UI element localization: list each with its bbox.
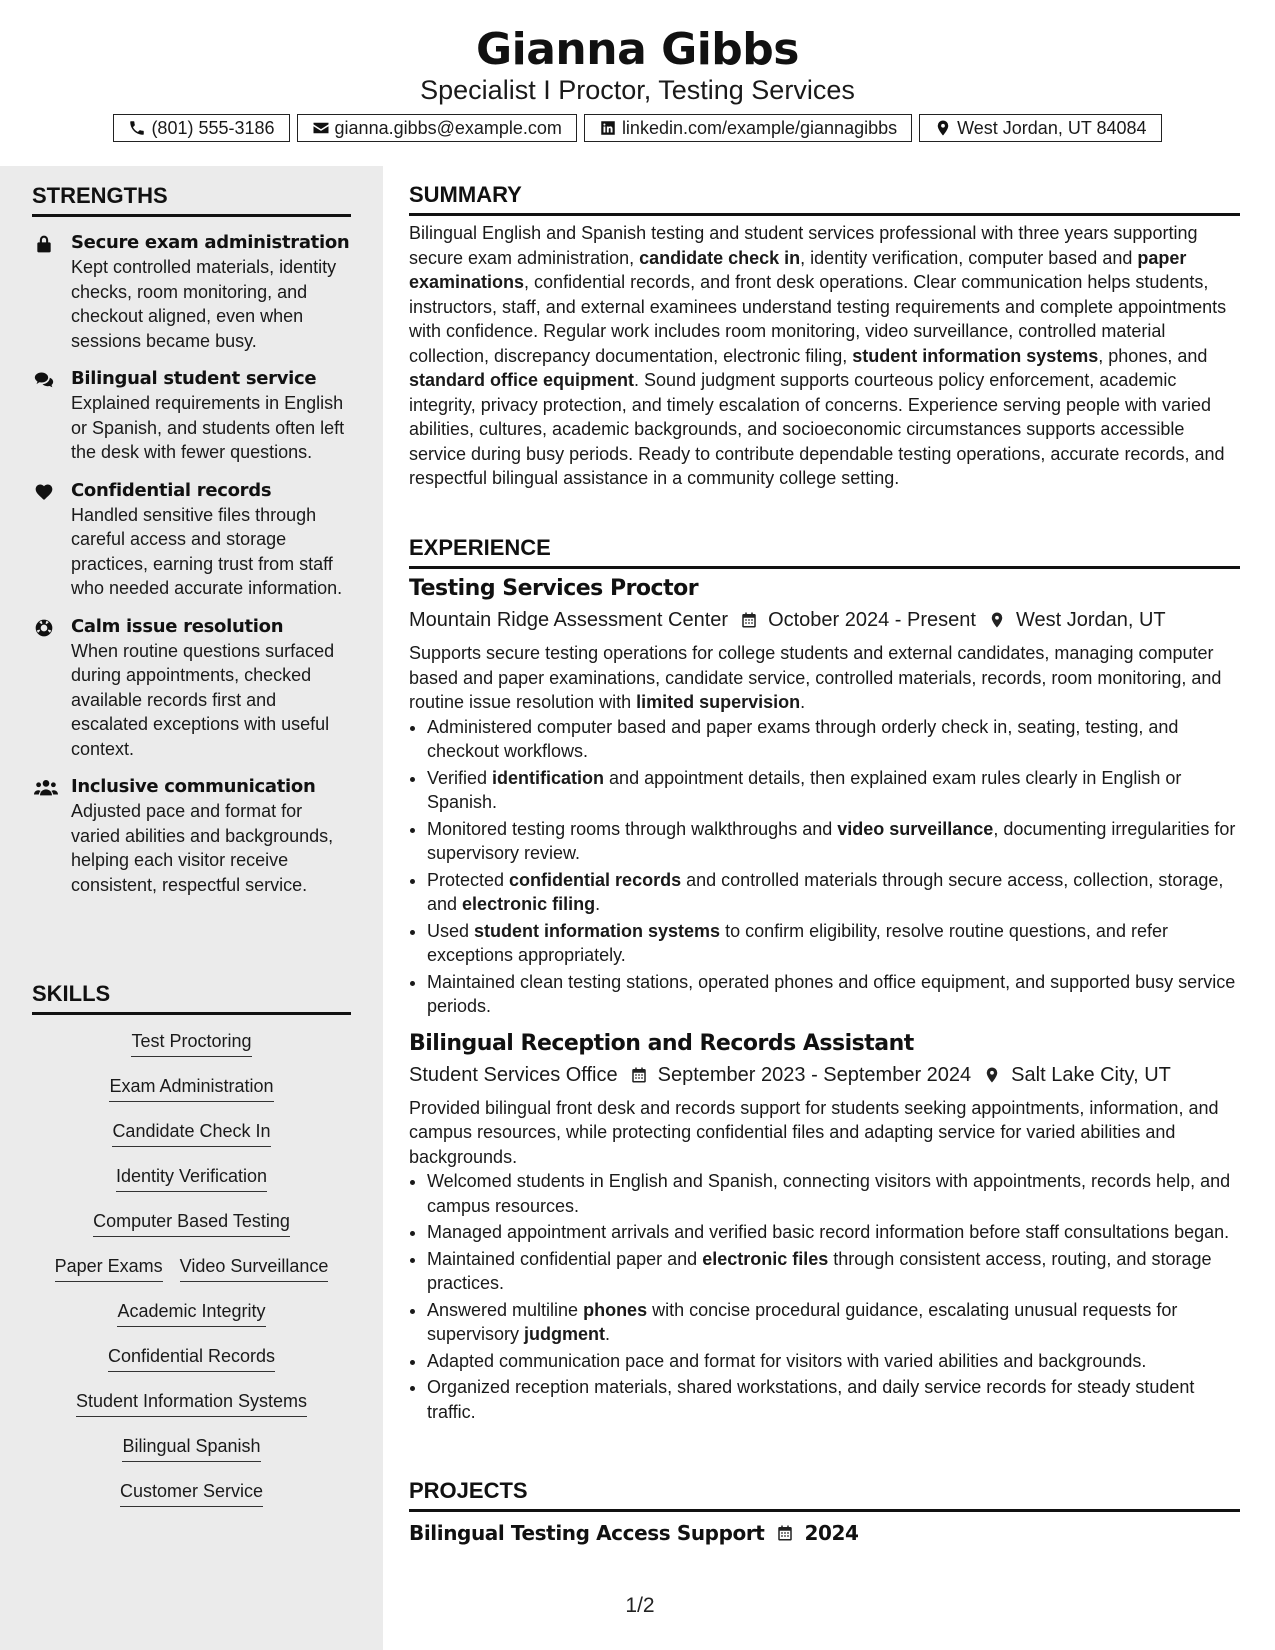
contact-location-text: West Jordan, UT 84084 <box>957 117 1147 138</box>
job-dates: October 2024 - Present <box>768 609 976 631</box>
envelope-icon <box>312 119 330 137</box>
contact-phone-text: (801) 555-3186 <box>151 117 275 138</box>
strength-desc: Adjusted pace and format for varied abilities and backgrounds, helping each visitor receive consistent, respectful service. <box>71 801 334 895</box>
bullet-item <box>427 919 1240 968</box>
jobs-list <box>409 574 1240 1424</box>
bullet-item <box>427 766 1240 815</box>
contact-email-text: gianna.gibbs@example.com <box>334 117 562 138</box>
strength-desc: When routine questions surfaced during appointments, checked available records first and escalated exceptions with useful context. <box>71 640 335 759</box>
text-run: , confidential records, and front desk operations. Clear communication helps students, instructors, staff, and external examinees understand testing requirements and complete appointments with confidence. Regular work includes room monitoring, video surveillance, controlled material collection, discrepancy documentation, electronic filing, <box>409 272 1227 366</box>
text-run: Provided bilingual front desk and records support for students seeking appointments, information, and campus resources, while protecting confidential files and adapting service for varied abilities and backgrounds. <box>409 1097 1219 1167</box>
life-ring-icon <box>34 618 54 638</box>
candidate-name: Gianna Gibbs <box>476 24 799 75</box>
strengths-section <box>32 182 351 897</box>
bullet-item <box>427 1349 1240 1374</box>
skill-tag: Academic Integrity <box>117 1299 265 1327</box>
comments-icon <box>34 370 54 390</box>
bold-text: standard office equipment <box>409 370 635 390</box>
bullet-item <box>427 817 1240 866</box>
job-dates: September 2023 - September 2024 <box>657 1063 972 1086</box>
linkedin-icon <box>599 119 617 137</box>
text-run: Monitored testing rooms through walkthroughs and <box>427 818 838 839</box>
bold-text: student information systems <box>852 345 1099 366</box>
strength-desc: Kept controlled materials, identity checks, room monitoring, and checkout aligned, even when sessions became busy. <box>71 257 337 351</box>
bullet-item <box>427 1298 1240 1347</box>
text-run: through consistent access, routing, and storage practices. <box>427 1248 1212 1293</box>
text-run: and controlled materials through secure access, collection, storage, and <box>427 869 1224 914</box>
job-bullets <box>409 715 1240 1019</box>
contact-email[interactable] <box>297 114 577 142</box>
skill-row <box>32 1299 351 1344</box>
project-entry <box>409 1518 1240 1548</box>
project-year: 2024 <box>804 1521 859 1545</box>
experience-heading: EXPERIENCE <box>409 534 1240 569</box>
text-run: Protected <box>427 869 510 890</box>
projects-heading: PROJECTS <box>409 1477 1240 1512</box>
experience-section <box>409 534 1240 1426</box>
text-run: and appointment details, then explained exam rules clearly in English or Spanish. <box>427 767 1182 812</box>
text-run: . <box>595 894 601 914</box>
skill-tag: Test Proctoring <box>131 1029 251 1057</box>
skill-row <box>32 1119 351 1164</box>
text-run: Administered computer based and paper exams through orderly check in, seating, testing, and checkout workflows. <box>427 716 1179 761</box>
resume-header <box>0 0 1275 165</box>
bold-text: identification <box>492 767 605 788</box>
skill-tag: Candidate Check In <box>112 1119 270 1147</box>
skills-list <box>32 1029 351 1524</box>
skill-row <box>32 1164 351 1209</box>
skill-tag: Bilingual Spanish <box>122 1434 260 1462</box>
job-location: West Jordan, UT <box>1015 609 1166 631</box>
strength-desc: Explained requirements in English or Spanish, and students often left the desk with fewer questions. <box>71 393 345 462</box>
bold-text: candidate check in <box>639 247 801 268</box>
skill-tag: Identity Verification <box>116 1164 267 1192</box>
text-run: Maintained clean testing stations, operated phones and office equipment, and supported busy service periods. <box>427 971 1236 1016</box>
strengths-heading: STRENGTHS <box>32 182 351 217</box>
job-entry <box>409 574 1240 1019</box>
strength-title: Bilingual student service <box>71 368 317 389</box>
text-run: , phones, and <box>1098 345 1208 366</box>
text-run: , documenting irregularities for supervisory review. <box>427 818 1236 863</box>
candidate-title: Specialist I Proctor, Testing Services <box>420 75 855 105</box>
skill-tag: Exam Administration <box>109 1074 273 1102</box>
contact-linkedin[interactable] <box>584 114 912 142</box>
contact-linkedin-text: linkedin.com/example/giannagibbs <box>621 117 898 138</box>
map-marker-icon <box>934 119 952 137</box>
strength-item <box>32 775 351 897</box>
summary-heading: SUMMARY <box>409 181 1240 216</box>
skill-row <box>32 1074 351 1119</box>
sidebar <box>0 166 383 1650</box>
text-run: Bilingual English and Spanish testing and student services professional with three years supporting secure exam administration, <box>409 223 1198 268</box>
bold-text: electronic files <box>702 1248 829 1269</box>
text-run: Supports secure testing operations for college students and external candidates, managing computer based and paper examinations, candidate service, controlled materials, records, room monitoring, and routine issue resolution with <box>409 643 1222 712</box>
calendar-icon <box>776 1524 794 1542</box>
lock-icon <box>34 234 54 254</box>
bold-text: judgment <box>524 1324 606 1344</box>
job-description <box>409 1096 1240 1170</box>
skills-section <box>32 980 351 1524</box>
skill-row <box>32 1209 351 1254</box>
text-run: . <box>800 692 806 712</box>
job-meta <box>409 605 1240 635</box>
bullet-item <box>427 970 1240 1019</box>
bold-text: electronic filing <box>462 894 596 914</box>
bold-text: video surveillance <box>837 818 994 839</box>
text-run: . <box>605 1324 611 1344</box>
job-organization: Student Services Office <box>409 1063 618 1086</box>
bullet-item <box>427 868 1240 917</box>
map-marker-icon <box>983 1066 1001 1084</box>
strength-title: Secure exam administration <box>71 232 350 253</box>
contact-location <box>919 114 1161 142</box>
skill-row <box>32 1434 351 1479</box>
skill-row <box>32 1344 351 1389</box>
text-run: Managed appointment arrivals and verified basic record information before staff consultations began. <box>427 1222 1230 1242</box>
bullet-item <box>427 1375 1240 1424</box>
job-description <box>409 641 1240 715</box>
text-run: Adapted communication pace and format for visitors with varied abilities and backgrounds. <box>427 1350 1147 1371</box>
job-location: Salt Lake City, UT <box>1011 1063 1171 1086</box>
bold-text: student information systems <box>474 920 721 941</box>
skill-tag: Video Surveillance <box>180 1254 329 1282</box>
skill-row <box>32 1254 351 1299</box>
skill-row <box>32 1029 351 1074</box>
skill-tag: Customer Service <box>120 1479 263 1507</box>
phone-icon <box>128 119 146 137</box>
strength-item <box>32 615 351 762</box>
bullet-item <box>427 1169 1240 1218</box>
bold-text: paper examinations <box>409 247 1187 292</box>
skill-row <box>32 1479 351 1524</box>
text-run: with concise procedural guidance, escalating unusual requests for supervisory <box>427 1299 1178 1344</box>
text-run: Organized reception materials, shared workstations, and daily service records for steady student traffic. <box>427 1377 1195 1422</box>
job-entry <box>409 1029 1240 1425</box>
bold-text: limited supervision <box>636 692 801 712</box>
skill-tag: Computer Based Testing <box>93 1209 290 1237</box>
text-run: to confirm eligibility, resolve routine questions, and refer exceptions appropriately. <box>427 920 1168 965</box>
page-number: 1/2 <box>625 1594 655 1617</box>
strength-item <box>32 367 351 465</box>
text-run: , identity verification, computer based and <box>800 247 1138 268</box>
job-title: Bilingual Reception and Records Assistant <box>409 1030 914 1056</box>
strength-item <box>32 479 351 601</box>
strength-title: Inclusive communication <box>71 776 316 797</box>
contact-phone[interactable] <box>113 114 289 142</box>
bullet-item <box>427 715 1240 764</box>
skill-tag: Confidential Records <box>108 1344 275 1372</box>
text-run: Verified <box>427 767 493 788</box>
text-run: . Sound judgment supports courteous policy enforcement, academic integrity, privacy protection, and timely escalation of concerns. Experience serving people with varied abilities, cultures, academic backgrounds, and socioeconomic circumstances supports accessible service during busy periods. Ready to contribute dependable testing operations, accurate records, and respectful bilingual assistance in a community college setting. <box>409 370 1225 488</box>
bold-text: confidential records <box>509 869 682 890</box>
summary-section <box>409 181 1240 491</box>
strength-desc: Handled sensitive files through careful access and storage practices, earning trust from staff who needed accurate information. <box>71 504 343 598</box>
job-bullets <box>409 1169 1240 1424</box>
calendar-icon <box>740 611 758 629</box>
job-title: Testing Services Proctor <box>409 576 699 601</box>
text-run: Answered multiline <box>427 1299 584 1320</box>
strength-title: Confidential records <box>71 479 272 501</box>
text-run: Maintained confidential paper and <box>427 1248 703 1269</box>
skill-tag: Student Information Systems <box>76 1389 307 1417</box>
bullet-item <box>427 1220 1240 1245</box>
projects-section <box>409 1477 1240 1548</box>
job-meta <box>409 1060 1240 1090</box>
strength-item <box>32 231 351 353</box>
map-marker-icon <box>988 611 1006 629</box>
project-name: Bilingual Testing Access Support <box>409 1521 765 1545</box>
job-organization: Mountain Ridge Assessment Center <box>409 609 729 631</box>
contact-bar <box>0 114 1275 142</box>
users-icon <box>34 778 58 798</box>
skill-tag: Paper Exams <box>55 1254 163 1282</box>
heart-icon <box>34 482 54 502</box>
text-run: Welcomed students in English and Spanish, connecting visitors with appointments, records help, and campus resources. <box>427 1171 1231 1216</box>
projects-list <box>409 1518 1240 1548</box>
skill-row <box>32 1389 351 1434</box>
bold-text: phones <box>583 1299 648 1320</box>
strength-title: Calm issue resolution <box>71 615 284 637</box>
skills-heading: SKILLS <box>32 980 351 1015</box>
text-run: Used <box>427 920 475 941</box>
bullet-item <box>427 1247 1240 1296</box>
summary-text <box>409 221 1240 491</box>
calendar-icon <box>630 1066 648 1084</box>
